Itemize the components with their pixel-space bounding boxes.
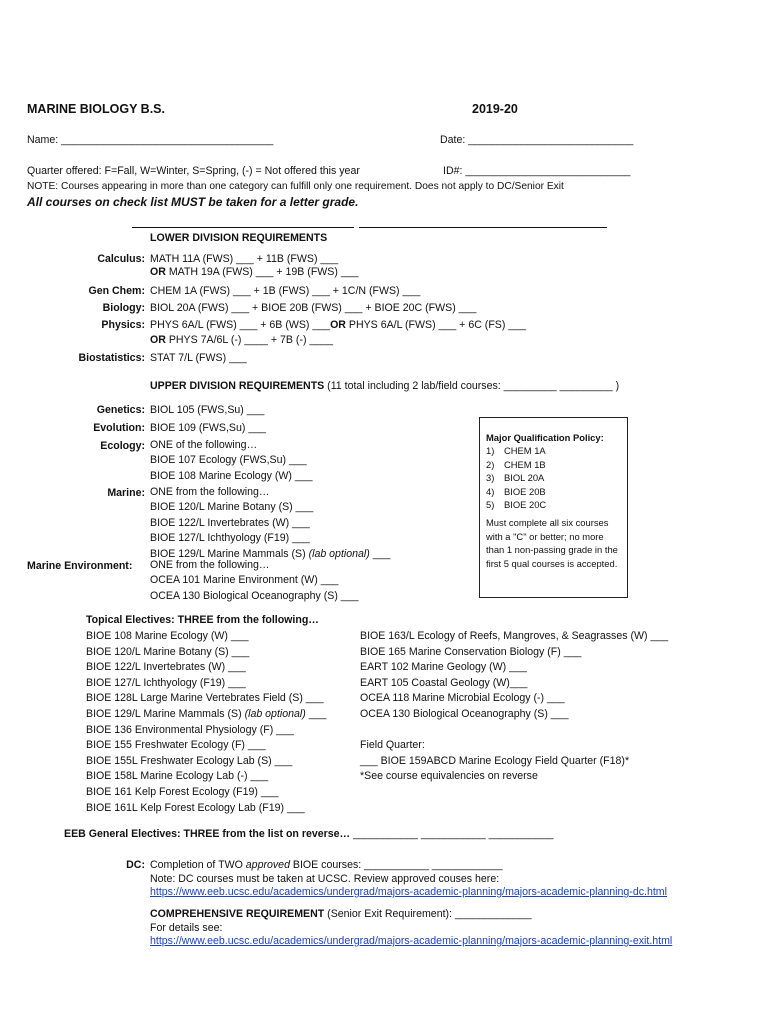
lab-optional-note: (lab optional) xyxy=(244,707,306,720)
id-field[interactable]: ID#: ____________________________ xyxy=(443,165,631,177)
evolution-label: Evolution: xyxy=(93,422,145,434)
list-item xyxy=(486,485,621,498)
biostatistics-line: STAT 7/L (FWS) ___ xyxy=(150,352,247,364)
physics-option-c: PHYS 7A/6L (-) ____ + 7B (-) ____ xyxy=(165,334,334,346)
gen-chem-line: CHEM 1A (FWS) ___ + 1B (FWS) ___ + 1C/N (FWS) ___ xyxy=(150,285,421,297)
letter-grade-note: All courses on check list MUST be taken for a letter grade. xyxy=(27,195,359,209)
lower-division-heading: LOWER DIVISION REQUIREMENTS xyxy=(150,232,328,244)
date-field[interactable]: Date: ____________________________ xyxy=(440,134,634,146)
quarter-note: Quarter offered: F=Fall, W=Winter, S=Spring, (-) = Not offered this year xyxy=(27,165,360,177)
topical-electives-heading: Topical Electives: THREE from the following… xyxy=(86,614,319,626)
list-item: BIOE 127/L Ichthyology (F19) ___ xyxy=(86,676,246,689)
genetics-label: Genetics: xyxy=(96,404,145,416)
biology-line: BIOL 20A (FWS) ___ + BIOE 20B (FWS) ___ + BIOE 20C (FWS) ___ xyxy=(150,302,477,314)
or-label: OR xyxy=(330,319,346,331)
academic-year: 2019-20 xyxy=(472,102,518,116)
field-quarter-note: *See course equivalencies on reverse xyxy=(360,770,538,783)
divider-line xyxy=(132,227,354,228)
list-item: ONE from the following… xyxy=(150,559,270,571)
category-note: NOTE: Courses appearing in more than one category can fulfill only one requirement. Does not apply to DC/Senior Exit xyxy=(27,181,564,192)
list-number: 4) xyxy=(486,485,495,497)
list-item: OCEA 130 Biological Oceanography (S) ___ xyxy=(150,589,359,602)
list-item xyxy=(86,707,326,723)
comprehensive-blank[interactable]: (Senior Exit Requirement): _____________ xyxy=(324,908,532,920)
upper-division-note: (11 total including 2 lab/field courses: _________ _________ ) xyxy=(324,380,620,392)
topical-electives-right xyxy=(360,629,668,723)
physics-option-b: PHYS 6A/L (FWS) ___ + 6C (FS) ___ xyxy=(345,319,527,331)
course-text: CHEM 1B xyxy=(504,458,546,470)
comprehensive-link[interactable]: https://www.eeb.ucsc.edu/academics/undergrad/majors-academic-planning/majors-academic-planning-exit.html xyxy=(150,935,673,947)
upper-division-title: UPPER DIVISION REQUIREMENTS xyxy=(150,380,325,392)
list-item xyxy=(486,444,621,457)
list-item: ONE from the following… xyxy=(150,486,270,498)
list-item: BIOE 108 Marine Ecology (W) ___ xyxy=(86,630,249,642)
major-qualification-policy-box xyxy=(479,417,628,598)
list-item: EART 102 Marine Geology (W) ___ xyxy=(360,661,527,674)
list-item: BIOE 155L Freshwater Ecology Lab (S) ___ xyxy=(86,754,293,767)
marine-options xyxy=(150,485,390,562)
list-item: BIOE 161 Kelp Forest Ecology (F19) ___ xyxy=(86,785,279,798)
list-item: BIOE 127/L Ichthyology (F19) ___ xyxy=(150,532,310,545)
physics-line-1 xyxy=(150,319,526,332)
biostatistics-label: Biostatistics: xyxy=(78,352,145,364)
field-quarter-course: ___ BIOE 159ABCD Marine Ecology Field Quarter (F18)* xyxy=(360,754,630,767)
list-item: BIOE 122/L Invertebrates (W) ___ xyxy=(150,516,310,529)
name-field[interactable]: Name: ____________________________________ xyxy=(27,134,274,146)
evolution-line: BIOE 109 (FWS,Su) ___ xyxy=(150,422,266,434)
comprehensive-line xyxy=(150,908,532,921)
gen-chem-label: Gen Chem: xyxy=(88,285,145,297)
list-item: BIOE 128L Large Marine Vertebrates Field (S) ___ xyxy=(86,692,324,705)
course-text: BIOE 129/L Marine Mammals (S) xyxy=(86,707,245,720)
or-label: OR xyxy=(150,334,166,346)
list-item: OCEA 118 Marine Microbial Ecology (-) ___ xyxy=(360,692,565,705)
list-item: BIOE 163/L Ecology of Reefs, Mangroves, & Seagrasses (W) ___ xyxy=(360,630,669,642)
calculus-line-1: MATH 11A (FWS) ___ + 11B (FWS) ___ xyxy=(150,253,339,265)
list-item: BIOE 161L Kelp Forest Ecology Lab (F19) ___ xyxy=(86,801,305,814)
topical-electives-left xyxy=(86,629,326,816)
field-quarter-label: Field Quarter: xyxy=(360,739,425,751)
dc-line xyxy=(150,859,503,872)
eeb-electives-label: EEB General Electives: THREE from the list on reverse… xyxy=(64,828,351,840)
lab-optional-note: (lab optional) xyxy=(308,547,370,560)
list-number: 1) xyxy=(486,445,495,457)
physics-label: Physics: xyxy=(101,319,145,331)
blank: ___ xyxy=(369,547,391,560)
or-label: OR xyxy=(150,266,166,278)
policy-description: Must complete all six courses with a "C" or better; no more than 1 non-passing grade in the first 5 qual courses is accepted. xyxy=(486,517,618,569)
biology-label: Biology: xyxy=(102,302,145,314)
eeb-electives-line xyxy=(64,828,553,841)
list-item: OCEA 101 Marine Environment (W) ___ xyxy=(150,574,339,587)
policy-title: Major Qualification Policy: xyxy=(486,432,604,443)
list-number: 2) xyxy=(486,458,495,470)
calculus-line-2 xyxy=(150,266,359,279)
course-text: BIOE 129/L Marine Mammals (S) xyxy=(150,547,309,560)
calculus-label: Calculus: xyxy=(97,253,145,265)
list-item xyxy=(486,471,621,484)
dc-label: DC: xyxy=(126,859,145,871)
comprehensive-label: COMPREHENSIVE REQUIREMENT xyxy=(150,908,325,920)
physics-line-2 xyxy=(150,334,333,347)
blank: ___ xyxy=(305,707,327,720)
list-item: BIOE 107 Ecology (FWS,Su) ___ xyxy=(150,454,307,467)
list-item: BIOE 108 Marine Ecology (W) ___ xyxy=(150,469,313,482)
list-number: 5) xyxy=(486,499,495,511)
genetics-line: BIOL 105 (FWS,Su) ___ xyxy=(150,404,265,416)
eeb-blanks[interactable]: ___________ ___________ ___________ xyxy=(350,828,554,840)
list-item: BIOE 120/L Marine Botany (S) ___ xyxy=(150,501,314,514)
comprehensive-link-wrap xyxy=(150,935,672,948)
list-number: 3) xyxy=(486,472,495,484)
list-item xyxy=(486,458,621,471)
dc-note: Note: DC courses must be taken at UCSC. Review approved couses here: xyxy=(150,873,500,885)
dc-link-wrap xyxy=(150,886,667,899)
list-item: EART 105 Coastal Geology (W)___ xyxy=(360,676,528,689)
list-item: BIOE 155 Freshwater Ecology (F) ___ xyxy=(86,739,266,752)
upper-division-heading xyxy=(150,380,619,393)
course-text: BIOE 20B xyxy=(504,485,546,497)
list-item: BIOE 165 Marine Conservation Biology (F) ___ xyxy=(360,645,582,658)
divider-line xyxy=(359,227,607,228)
list-item: BIOE 122/L Invertebrates (W) ___ xyxy=(86,661,246,674)
physics-option-a: PHYS 6A/L (FWS) ___ + 6B (WS) ___ xyxy=(150,319,331,331)
marine-label: Marine: xyxy=(107,487,145,499)
approved-text: approved xyxy=(245,859,290,871)
comprehensive-details: For details see: xyxy=(150,922,223,934)
course-text: BIOL 20A xyxy=(504,472,545,484)
page-title: MARINE BIOLOGY B.S. xyxy=(27,102,165,116)
dc-blanks[interactable]: BIOE courses: ___________ ____________ xyxy=(289,859,503,871)
ecology-label: Ecology: xyxy=(100,440,145,452)
list-item: BIOE 120/L Marine Botany (S) ___ xyxy=(86,645,250,658)
list-item: BIOE 136 Environmental Physiology (F) ___ xyxy=(86,723,294,736)
course-text: CHEM 1A xyxy=(504,445,546,457)
dc-text: Completion of TWO xyxy=(150,859,246,871)
calculus-alt: MATH 19A (FWS) ___ + 19B (FWS) ___ xyxy=(165,266,359,278)
list-item: OCEA 130 Biological Oceanography (S) ___ xyxy=(360,707,569,720)
list-item: ONE of the following… xyxy=(150,439,258,451)
course-text: BIOE 20C xyxy=(504,499,547,511)
list-item: BIOE 158L Marine Ecology Lab (-) ___ xyxy=(86,770,269,783)
list-item xyxy=(486,498,621,511)
field-quarter-block xyxy=(360,738,629,785)
dc-link[interactable]: https://www.eeb.ucsc.edu/academics/undergrad/majors-academic-planning/majors-academic-planning-dc.html xyxy=(150,886,667,898)
ecology-options xyxy=(150,438,313,484)
marine-environment-label: Marine Environment: xyxy=(27,560,133,572)
marine-environment-options xyxy=(150,558,358,604)
